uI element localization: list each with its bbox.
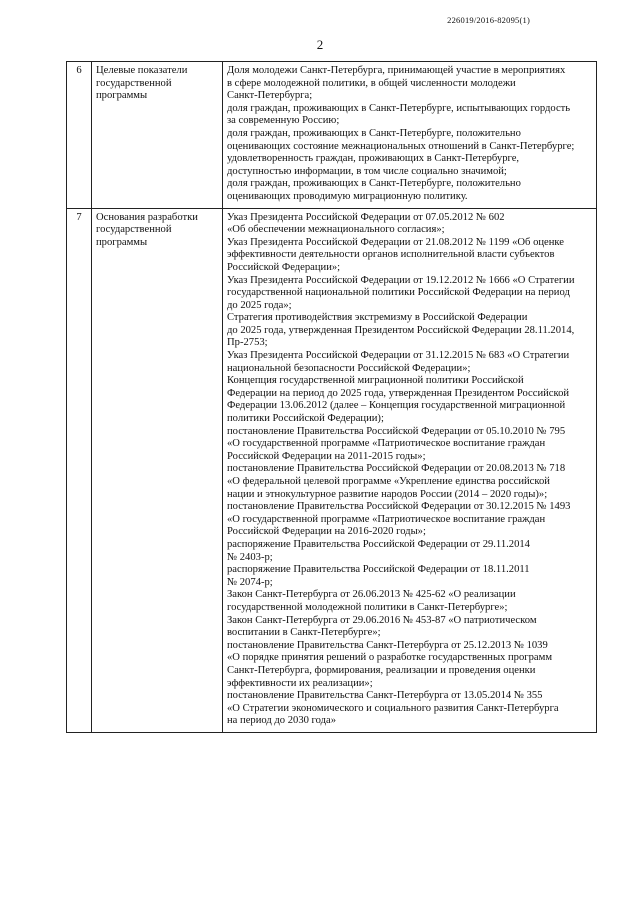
content-line: до 2025 года»; [227, 299, 292, 311]
content-line: до 2025 года, утвержденная Президентом Российской Федерации 28.11.2014, [227, 324, 575, 336]
content-line: эффективности их реализации»; [227, 677, 373, 689]
content-line: Санкт-Петербурга, формирования, реализации и проведения оценки [227, 664, 536, 676]
content-line: постановление Правительства Санкт-Петербурга от 25.12.2013 № 1039 [227, 639, 548, 651]
content-line: Указ Президента Российской Федерации от 07.05.2012 № 602 [227, 211, 505, 223]
content-line: распоряжение Правительства Российской Федерации от 29.11.2014 [227, 538, 530, 550]
page-number: 2 [316, 37, 324, 52]
content-line: «О государственной программе «Патриотическое воспитание граждан [227, 438, 546, 450]
document-id: 226019/2016-82095(1) [447, 15, 530, 25]
row-content [223, 208, 597, 732]
content-line: Закон Санкт-Петербурга от 29.06.2016 № 453-87 «О патриотическом [227, 614, 537, 626]
row-number: 7 [67, 208, 92, 732]
content-line: Указ Президента Российской Федерации от 19.12.2012 № 1666 «О Стратегии [227, 274, 575, 286]
content-line: № 2403-р; [227, 551, 273, 563]
content-line: государственной молодежной политики в Санкт-Петербурге»; [227, 601, 508, 613]
content-line: оценивающих состояние межнациональных отношений в Санкт-Петербурге; [227, 140, 575, 152]
content-line: Концепция государственной миграционной политики Российской [227, 375, 524, 387]
content-line: Федерации на период до 2025 года, утвержденная Президентом Российской [227, 387, 570, 399]
content-line: доля граждан, проживающих в Санкт-Петербурге, испытывающих гордость [227, 102, 571, 114]
program-passport-table [66, 61, 597, 733]
content-line: «О федеральной целевой программе «Укрепление единства российской [227, 476, 550, 487]
content-line: № 2074-р; [227, 576, 273, 588]
content-line: политики Российской Федерации); [227, 413, 384, 425]
content-line: Указ Президента Российской Федерации от 31.12.2015 № 683 «О Стратегии [227, 350, 570, 362]
content-line: на период до 2030 года» [227, 715, 337, 727]
row-content [223, 62, 597, 209]
content-line: «О государственной программе «Патриотическое воспитание граждан [227, 513, 546, 525]
content-line: постановление Правительства Санкт-Петербурга от 13.05.2014 № 355 [227, 690, 543, 702]
content-line: удовлетворенность граждан, проживающих в Санкт-Петербурге, [227, 153, 520, 165]
content-line: Российской Федерации на 2016-2020 годы»; [227, 526, 426, 538]
content-line: Доля молодежи Санкт-Петербурга, принимающей участие в мероприятиях [227, 65, 566, 76]
content-line: национальной безопасности Российской Федерации»; [227, 362, 471, 374]
content-line: за современную Россию; [227, 115, 340, 127]
content-line: государственной национальной политики Российской Федерации на период [227, 287, 570, 299]
content-line: Закон Санкт-Петербурга от 26.06.2013 № 425-62 «О реализации [227, 589, 516, 601]
content-line: Российской Федерации на 2011-2015 годы»; [227, 450, 426, 462]
content-line: оценивающих проводимую миграционную политику. [227, 190, 468, 202]
row-label: Основания разработки государственной программы [92, 208, 223, 732]
content-line: воспитании в Санкт-Петербурге»; [227, 627, 381, 639]
content-line: Пр-2753; [227, 337, 268, 349]
table-row [67, 62, 597, 209]
content-line: нации и этнокультурное развитие народов России (2014 – 2020 годы)»; [227, 488, 548, 500]
content-line: Указ Президента Российской Федерации от 21.08.2012 № 1199 «Об оценке [227, 236, 564, 248]
content-line: Федерации 13.06.2012 (далее – Концепция государственной миграционной [227, 400, 566, 412]
content-line: Санкт-Петербурга; [227, 90, 313, 102]
content-line: доступностью информации, в том числе социально значимой; [227, 165, 507, 177]
content-line: Российской Федерации»; [227, 261, 341, 273]
content-line: в сфере молодежной политики, в общей численности молодежи [227, 77, 516, 89]
content-line: распоряжение Правительства Российской Федерации от 18.11.2011 [227, 564, 530, 576]
content-line: «О порядке принятия решений о разработке государственных программ [227, 652, 553, 664]
row-number: 6 [67, 62, 92, 209]
content-line: эффективности деятельности органов исполнительной власти субъектов [227, 249, 555, 261]
content-line: постановление Правительства Российской Федерации от 05.10.2010 № 795 [227, 425, 566, 437]
content-line: «О Стратегии экономического и социального развития Санкт-Петербурга [227, 702, 559, 714]
content-line: Стратегия противодействия экстремизму в Российской Федерации [227, 312, 528, 324]
table-row [67, 208, 597, 732]
content-line: «Об обеспечении межнационального согласия»; [227, 224, 445, 236]
content-line: доля граждан, проживающих в Санкт-Петербурге, положительно [227, 127, 521, 139]
content-line: доля граждан, проживающих в Санкт-Петербурге, положительно [227, 178, 521, 190]
row-label: Целевые показатели государственной программы [92, 62, 223, 209]
content-line: постановление Правительства Российской Федерации от 30.12.2015 № 1493 [227, 501, 571, 513]
content-line: постановление Правительства Российской Федерации от 20.08.2013 № 718 [227, 463, 566, 475]
